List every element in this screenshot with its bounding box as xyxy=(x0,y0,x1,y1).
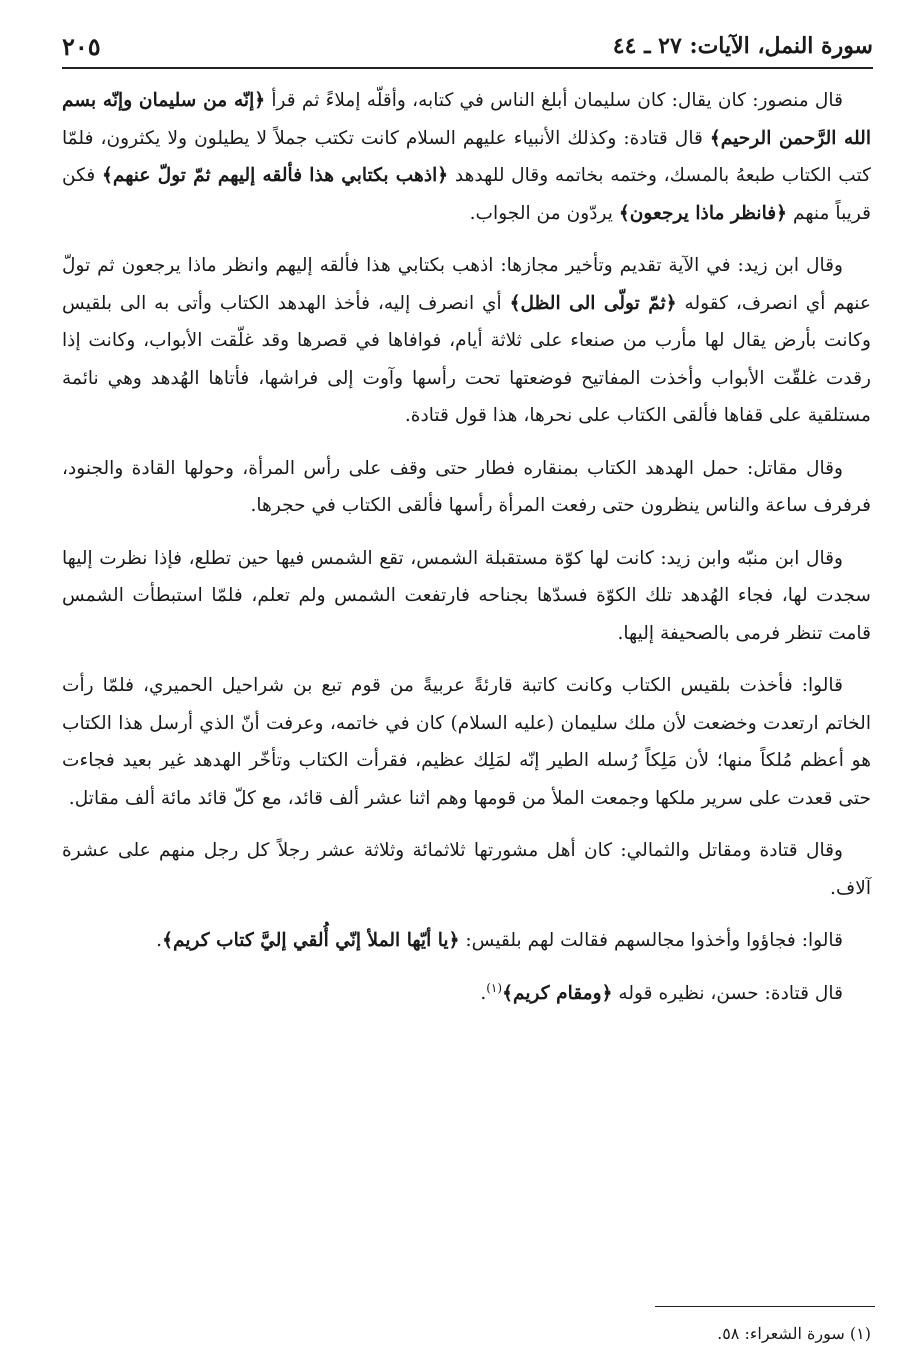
paragraph xyxy=(62,922,871,960)
footnote-rule xyxy=(655,1306,875,1307)
running-head: سورة النمل، الآيات: ٢٧ ـ ٤٤ xyxy=(612,33,873,59)
footnote: (١) سورة الشعراء: ٥٨. xyxy=(717,1324,871,1343)
paragraph-text: وقال ابن زيد: في الآية تقديم وتأخير مجازها: اذهب بكتابي هذا فألقه إليهم وانظر ماذا يرجعون ثم تولّ عنهم أي انصرف، كقوله xyxy=(62,255,871,314)
paragraph xyxy=(62,667,871,817)
quran-quote: ﴿ومقام كريم﴾ xyxy=(502,982,613,1004)
paragraph-text: وقال ابن منبّه وابن زيد: كانت لها كوّة مستقبلة الشمس، تقع الشمس فيها حين تطلع، فإذا نظرت إليها سجدت لها، فجاء الهُدهد تلك الكوّة فسدّها بجناحه فارتفعت الشمس ولم تعلم، فلمّا استبطأت الشمس قامت تنظر فرمى بالصحيفة إليها. xyxy=(62,547,871,644)
footnote-ref: (١) xyxy=(486,980,503,995)
paragraph-text: يردّون من الجواب. xyxy=(469,202,619,224)
paragraph xyxy=(62,82,871,232)
paragraph-text: قال قتادة: حسن، نظيره قوله xyxy=(612,982,843,1004)
quran-quote: ﴿إنّه من سليمان وإنّه بسم الله الرَّحمن الرحيم﴾ xyxy=(62,90,871,149)
header-rule xyxy=(62,67,873,69)
paragraph xyxy=(62,540,871,653)
paragraph-text: قالوا: فجاؤوا وأخذوا مجالسهم فقالت لهم بلقيس: xyxy=(459,930,843,951)
paragraph-text: . xyxy=(156,930,163,951)
paragraph-text: قال منصور: كان يقال: كان سليمان أبلغ الناس في كتابه، وأقلّه إملاءً ثم قرأ xyxy=(265,90,843,111)
paragraph-text: قالوا: فأخذت بلقيس الكتاب وكانت كاتبة قارئةً عربيةً من قوم تبع بن شراحيل الحميري، فلمّا رأت الخاتم ارتعدت وخضعت لأن ملك سليمان (عليه السلام) كان في خاتمه، وعرفت أنّ الذي أرسل هذا الكتاب هو أعظم مُلكاً منها؛ لأن مَلِكاً رُسله الطير إنّه لمَلِك عظيم، فقرأت الكتاب وتأخّر الهدهد غير بعيد فجاءت حتى قعدت على سرير ملكها وجمعت الملأ من قومها وهم اثنا عشر ألف قائد، مع كلّ قائد مائة ألف مقاتل. xyxy=(62,675,871,809)
paragraph-text: أي انصرف إليه، فأخذ الهدهد الكتاب وأتى به الى بلقيس وكانت بأرض يقال لها مأرب من صنعاء على ثلاثة أيام، فوافاها في قصرها وقد غلّقت الأبواب، وكانت إذا رقدت غلقّت الأبواب وأخذت المفاتيح فوضعتها تحت رأسها وآوت إلى فراشها، فأتاها الهُدهد وهي نائمة مستلقية على قفاها فألقى الكتاب على نحرها، هذا قول قتادة. xyxy=(62,292,871,426)
page-header xyxy=(62,28,873,64)
quran-quote: ﴿يا أيّها الملأ إنّي أُلقي إليَّ كتاب كريم﴾ xyxy=(162,930,460,951)
paragraph-text: وقال قتادة ومقاتل والثمالي: كان أهل مشورتها ثلاثمائة وثلاثة عشر رجلاً كل رجل منهم على عشرة آلاف. xyxy=(62,840,871,899)
paragraph-text: فكن قريباً منهم xyxy=(62,165,871,224)
paragraph-text: وقال مقاتل: حمل الهدهد الكتاب بمنقاره فطار حتى وقف على رأس المرأة، وحولها القادة والجنود، فرفرف ساعة والناس ينظرون حتى رفعت المرأة رأسها فألقى الكتاب في حجرها. xyxy=(62,457,871,516)
page-number: ٢٠٥ xyxy=(62,31,101,61)
quran-quote: ﴿فانظر ماذا يرجعون﴾ xyxy=(618,202,788,224)
paragraph xyxy=(62,832,871,907)
paragraph-text: قال قتادة: وكذلك الأنبياء عليهم السلام كانت تكتب جملاً لا يطيلون ولا يكثرون، فلمّا كتب الكتاب طبعهُ بالمسك، وختمه بخاتمه وقال للهدهد xyxy=(62,127,871,186)
quran-quote: ﴿اذهب بكتابي هذا فألقه إليهم ثمّ تولّ عنهم﴾ xyxy=(101,165,449,186)
paragraph xyxy=(62,247,871,435)
paragraph xyxy=(62,450,871,525)
paragraph-text: . xyxy=(480,982,487,1004)
quran-quote: ﴿ثمّ تولّى الى الظل﴾ xyxy=(509,292,677,314)
main-text xyxy=(62,82,871,1027)
paragraph xyxy=(62,975,871,1013)
